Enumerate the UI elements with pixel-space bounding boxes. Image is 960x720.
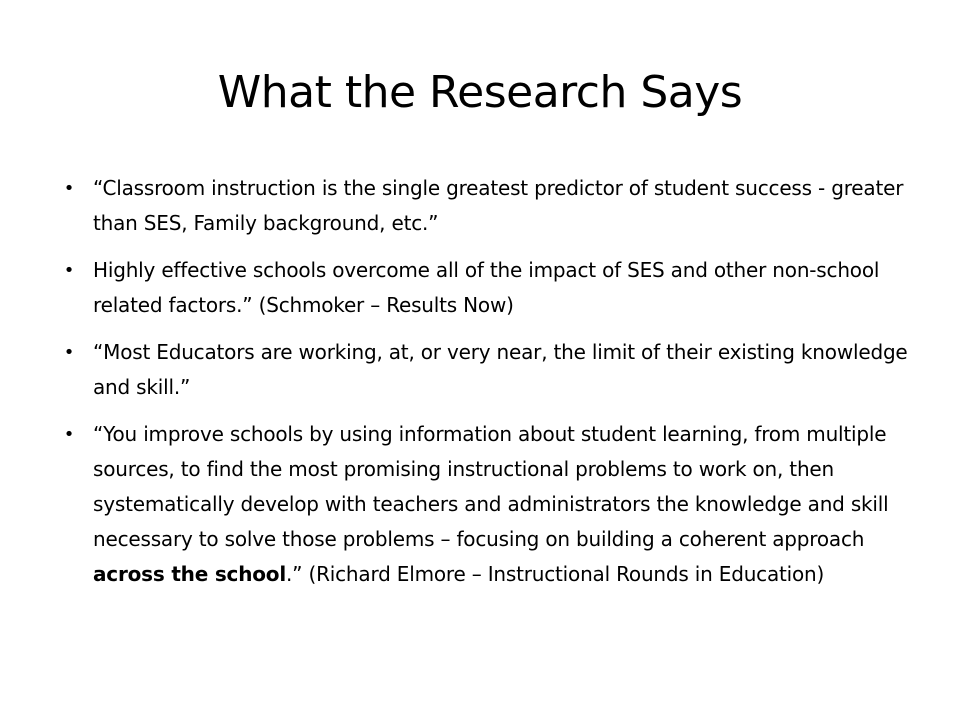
bullet-text [93,422,889,586]
bullet-text: “Classroom instruction is the single greatest predictor of student success - greater than SES, Family background, etc.” [93,176,904,235]
bullet-item [63,171,923,241]
bullet-icon: • [63,260,75,281]
bullet-icon: • [63,178,75,199]
bullet-item [63,335,923,405]
bullet-text-part: .” (Richard Elmore – Instructional Rounds in Education) [286,562,825,586]
slide-title: What the Research Says [217,67,743,118]
bullet-text: “Most Educators are working, at, or very near, the limit of their existing knowledge and skill.” [93,340,908,399]
bullet-text-emphasis: across the school [93,562,286,586]
bullet-text-part: “You improve schools by using information about student learning, from multiple sources, to find the most promising instructional problems to work on, then systematically develop with teachers and administrators the knowledge and skill necessary to solve those problems – focusing on building a coherent approach [93,422,889,551]
bullet-item [63,417,923,592]
bullet-icon: • [63,342,75,363]
bullet-list [63,171,923,604]
bullet-item [63,253,923,323]
bullet-icon: • [63,424,75,445]
bullet-text: Highly effective schools overcome all of the impact of SES and other non-school related factors.” (Schmoker – Results Now) [93,258,880,317]
